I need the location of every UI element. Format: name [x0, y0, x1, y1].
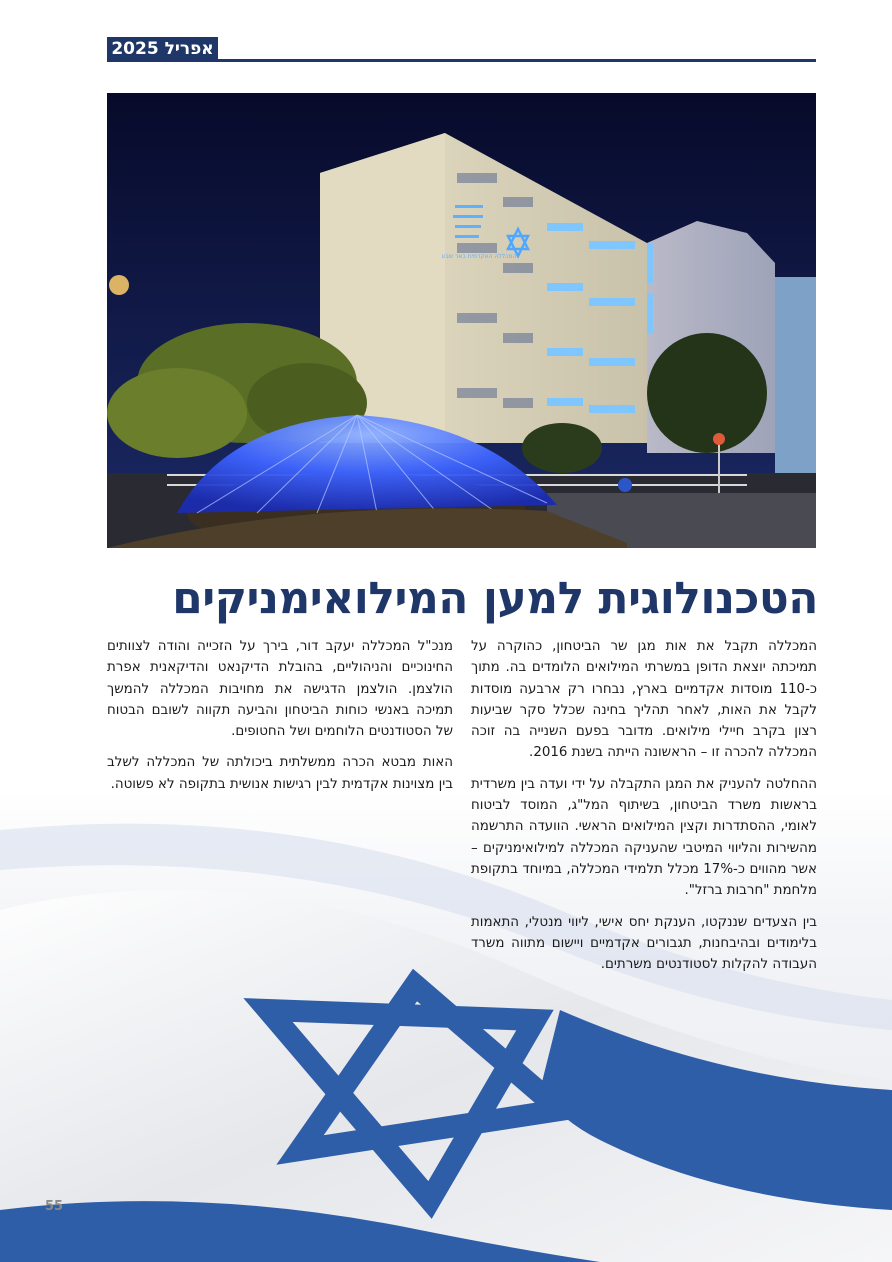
article-paragraph: ההחלטה להעניק את המגן התקבלה על ידי ועדה בין משרדית בראשות משרד הביטחון, בשיתוף המל"ג, המוסד לביטוח לאומי, ההסתדרות וקצין המילואים הראשי. הוועדה התרשמה מהשירות והליווי המיטבי שהעניקה המכללה למילואימניקים – אשר מהווים כ-17% מכלל תלמידי המכללה, במיוחד בתקופת מלחמת "חרבות ברזל".: [471, 776, 817, 899]
article-column-left: [107, 636, 453, 805]
issue-header: [107, 37, 816, 63]
article-paragraph: בין הצעדים שננקטו, הענקת יחס אישי, ליווי מנטלי, התאמות בלימודים ובהיבחנות, תגבורים אקדמיים ויישום מתווה משרד העבודה להקלות לסטודנטים משרתים.: [471, 914, 817, 973]
building-sign-text: המכללה האקדמית באר שבע: [441, 253, 517, 260]
issue-date-tag: אפריל 2025: [107, 37, 218, 62]
college-building-photo: [107, 93, 816, 548]
article-paragraph: המכללה תקבל את אות מגן שר הביטחון, כהוקרה על תמיכתה יוצאת הדופן במשרתי המילואים הלומדים בה. מתוך כ-110 מוסדות אקדמיים בארץ, נבחרו רק ארבעה מוסדות לקבל את האות, לאחר תהליך בחינה שכלל סקר שביעות רצון בקרב חיילי מילואים. מדובר בפעם השנייה בה זוכה המכללה להכרה זו – הראשונה הייתה בשנת 2016.: [471, 639, 817, 761]
article-title: הטכנולוגית למען המילואימניקים: [172, 573, 818, 624]
page-number: 55: [45, 1199, 64, 1214]
article-paragraph: האות מבטא הכרה ממשלתית ביכולתה של המכללה לשלב בין מצוינות אקדמית לבין רגישות אנושית בתקופה לא פשוטה.: [107, 755, 453, 792]
article-paragraph: מנכ"ל המכללה יעקב דור, בירך על הזכייה והודה לצוותים החינוכיים והניהוליים, בהובלת הדיקנאט והדיקאנית אפרת הולצמן. הולצמן הדגישה את מחויבות המכללה להמשך תמיכה באנשי כוחות הביטחון והביעה תקווה לשובם הבטוח של הסטודנטים הלוחמים ושל החטופים.: [107, 639, 453, 740]
article-column-right: [471, 636, 817, 985]
photo-illustration: [107, 93, 816, 548]
